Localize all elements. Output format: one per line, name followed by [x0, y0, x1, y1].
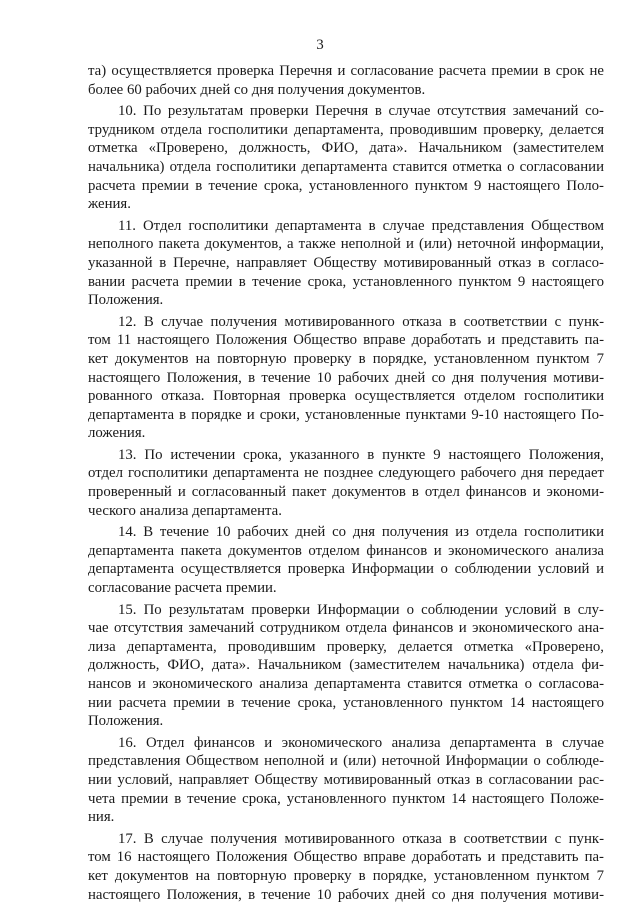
- text-line: 11. Отдел госполитики департамента в случае представления Обществом: [118, 217, 604, 234]
- text-line: департамента осуществляется проверка Информации о соблюдении условий и: [88, 561, 604, 578]
- paragraph-p11: [88, 217, 604, 310]
- text-line: 15. По результатам проверки Информации о соблюдении условий в слу-: [118, 601, 604, 618]
- text-line: том 16 настоящего Положения Общество вправе доработать и представить па-: [88, 849, 604, 866]
- text-line: лиза департамента, проводившим проверку, делается отметка «Проверено,: [88, 638, 604, 655]
- text-line: должность, ФИО, дата». Начальником (заместителем начальника) отдела фи-: [88, 657, 604, 674]
- text-line: отдел госполитики департамента не позднее следующего рабочего дня передает: [88, 465, 604, 482]
- text-line: 12. В случае получения мотивированного отказа в соответствии с пунк-: [118, 313, 604, 330]
- paragraph-p12: [88, 313, 604, 443]
- text-line: неполного пакета документов, а также неполной и (или) неточной информации,: [88, 236, 604, 253]
- page-number: 3: [316, 37, 324, 53]
- text-line: 16. Отдел финансов и экономического анализа департамента в случае: [118, 734, 604, 751]
- text-line: указанной в Перечне, направляет Обществу мотивированный отказ в согласо-: [88, 254, 604, 271]
- text-line: жения.: [88, 196, 131, 213]
- text-line: 17. В случае получения мотивированного отказа в соответствии с пунк-: [118, 830, 604, 847]
- text-line: кет документов на повторную проверку в порядке, установленном пунктом 7: [88, 867, 604, 884]
- text-line: чае отсутствия замечаний сотрудником отдела финансов и экономического ана-: [88, 620, 604, 637]
- text-line: более 60 рабочих дней со дня получения документов.: [88, 81, 426, 98]
- text-line: та) осуществляется проверка Перечня и согласование расчета премии в срок не: [88, 63, 604, 79]
- text-line: 14. В течение 10 рабочих дней со дня получения из отдела госполитики: [118, 524, 604, 541]
- text-line: 10. По результатам проверки Перечня в случае отсутствия замечаний со-: [118, 103, 604, 120]
- text-line: согласование расчета премии.: [88, 580, 277, 597]
- text-line: 13. По истечении срока, указанного в пункте 9 настоящего Положения,: [118, 446, 604, 463]
- paragraph-p14: [88, 523, 604, 597]
- paragraph-p16: [88, 734, 604, 827]
- paragraph-p-cont: [88, 62, 604, 99]
- text-line: Положения.: [88, 713, 164, 730]
- text-line: нии расчета премии в течение срока, установленного пунктом 14 настоящего: [88, 694, 604, 711]
- text-line: настоящего Положения, в течение 10 рабочих дней со дня получения мотиви-: [88, 369, 604, 386]
- text-line: департамента в порядке и сроки, установленные пунктами 9-10 настоящего По-: [88, 406, 604, 423]
- text-line: ния.: [88, 809, 115, 826]
- text-line: вании расчета премии в течение срока, установленного пунктом 9 настоящего: [88, 273, 604, 290]
- text-line: том 11 настоящего Положения Общество вправе доработать и представить па-: [88, 332, 604, 349]
- text-line: кет документов на повторную проверку в порядке, установленном пунктом 7: [88, 350, 604, 367]
- text-line: нансов и экономического анализа департамента ставится отметка о согласова-: [88, 676, 604, 692]
- text-line: настоящего Положения, в течение 10 рабочих дней со дня получения мотиви-: [88, 886, 604, 903]
- paragraph-p13: [88, 446, 604, 520]
- text-line: департамента пакета документов отделом финансов и экономического анализа: [88, 542, 604, 559]
- text-line: Положения.: [88, 292, 164, 309]
- text-line: рованного отказа. Повторная проверка осуществляется отделом госполитики: [88, 388, 604, 405]
- text-line: представления Обществом неполной и (или) неточной Информации о соблюде-: [88, 753, 604, 770]
- text-line: нии условий, направляет Обществу мотивированный отказ в согласовании рас-: [88, 771, 604, 788]
- text-line: начальника) отдела госполитики департамента ставится отметка о согласовании: [88, 158, 604, 175]
- text-line: проверенный и согласованный пакет документов в отдел финансов и экономи-: [88, 484, 604, 501]
- paragraph-p17: [88, 830, 604, 904]
- text-line: трудником отдела госполитики департамента, проводившим проверку, делается: [88, 121, 604, 138]
- text-line: ложения.: [88, 425, 146, 442]
- text-line: отметка «Проверено, должность, ФИО, дата». Начальником (заместителем: [88, 140, 604, 157]
- text-line: чета премии в течение срока, установленного пунктом 14 настоящего Положе-: [88, 790, 604, 807]
- document-body: [88, 62, 604, 907]
- text-line: расчета премии в течение срока, установленного пунктом 9 настоящего Поло-: [88, 177, 604, 194]
- paragraph-p10: [88, 102, 604, 214]
- paragraph-p15: [88, 601, 604, 731]
- text-line: ческого анализа департамента.: [88, 502, 282, 519]
